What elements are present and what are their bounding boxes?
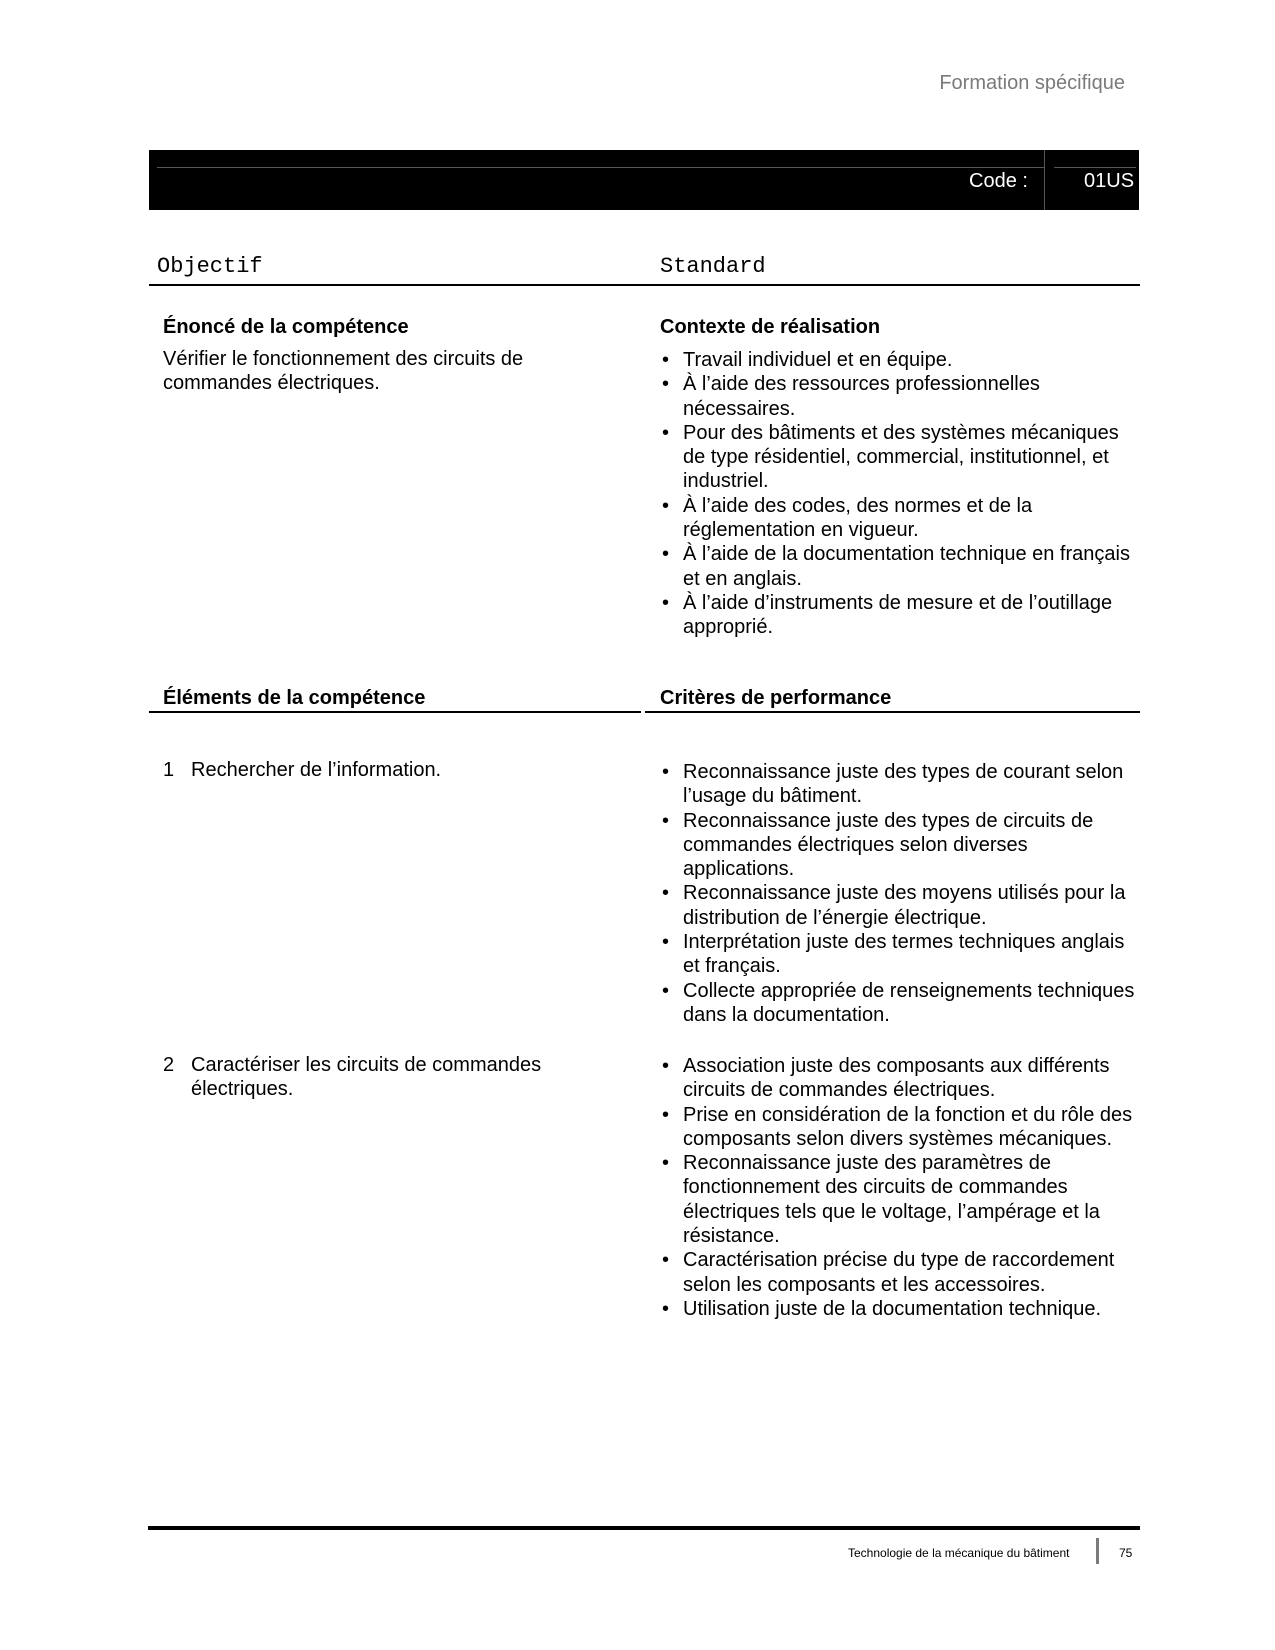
list-item: • Reconnaissance juste des types de courant selon l’usage du bâtiment. bbox=[662, 761, 1124, 808]
element-1 bbox=[163, 758, 591, 782]
list-item: • Reconnaissance juste des moyens utilisés pour la distribution de l’énergie électrique. bbox=[662, 882, 1126, 929]
criteres-rule bbox=[645, 711, 1140, 713]
code-label: Code : bbox=[969, 170, 1028, 192]
column-heading-objectif: Objectif bbox=[157, 254, 263, 279]
element-text: Rechercher de l’information. bbox=[191, 759, 442, 781]
code-bar-line bbox=[157, 167, 1045, 168]
element-number: 2 bbox=[163, 1054, 175, 1076]
column-heading-standard: Standard bbox=[660, 254, 766, 279]
criteria-list-1 bbox=[660, 760, 1140, 1027]
code-value: 01US bbox=[1084, 170, 1135, 192]
list-item: • Utilisation juste de la documentation technique. bbox=[662, 1297, 1102, 1320]
page-number: 75 bbox=[1119, 1546, 1133, 1560]
enonce-text: Vérifier le fonctionnement des circuits de commandes électriques. bbox=[163, 348, 524, 394]
footer-title: Technologie de la mécanique du bâtiment bbox=[848, 1546, 1070, 1560]
list-item: • À l’aide de la documentation technique en français et en anglais. bbox=[662, 543, 1130, 590]
column-heading-rule bbox=[149, 284, 1140, 286]
list-item: • Reconnaissance juste des types de circuits de commandes électriques selon diverses applications. bbox=[662, 809, 1094, 881]
list-item: • Reconnaissance juste des paramètres de fonctionnement des circuits de commandes électriques tels que le voltage, l’ampérage et la résistance. bbox=[662, 1152, 1100, 1248]
header-section-label: Formation spécifique bbox=[939, 72, 1125, 94]
elements-rule bbox=[149, 711, 641, 713]
contexte-title: Contexte de réalisation bbox=[660, 316, 881, 338]
list-item: • Travail individuel et en équipe. bbox=[662, 349, 953, 371]
list-item: • À l’aide des codes, des normes et de la réglementation en vigueur. bbox=[662, 494, 1033, 542]
list-item: • Interprétation juste des termes techniques anglais et français. bbox=[662, 931, 1125, 978]
list-item: • Collecte appropriée de renseignements techniques dans la documentation. bbox=[662, 979, 1135, 1026]
enonce-title: Énoncé de la compétence bbox=[163, 316, 409, 338]
criteria-list-2 bbox=[660, 1054, 1140, 1321]
element-text: Caractériser les circuits de commandes électriques. bbox=[191, 1054, 542, 1100]
list-item: • À l’aide des ressources professionnelles nécessaires. bbox=[662, 373, 1040, 420]
element-2 bbox=[163, 1053, 591, 1101]
list-item: • Caractérisation précise du type de raccordement selon les composants et les accessoires. bbox=[662, 1249, 1115, 1296]
element-number: 1 bbox=[163, 759, 175, 781]
footer-rule bbox=[148, 1526, 1140, 1530]
code-bar bbox=[149, 150, 1139, 210]
code-value-line bbox=[1054, 167, 1136, 168]
list-item: • À l’aide d’instruments de mesure et de l’outillage approprié. bbox=[662, 591, 1113, 639]
code-bar-divider bbox=[1044, 150, 1045, 210]
criteres-heading: Critères de performance bbox=[660, 687, 892, 709]
footer-divider bbox=[1096, 1538, 1099, 1564]
list-item: • Prise en considération de la fonction et du rôle des composants selon divers systèmes mécaniques. bbox=[662, 1103, 1133, 1150]
elements-heading: Éléments de la compétence bbox=[163, 687, 426, 709]
contexte-list bbox=[660, 348, 1140, 640]
list-item: • Pour des bâtiments et des systèmes mécaniques de type résidentiel, commercial, institutionnel, et industriel. bbox=[662, 421, 1119, 493]
list-item: • Association juste des composants aux différents circuits de commandes électriques. bbox=[662, 1055, 1110, 1102]
